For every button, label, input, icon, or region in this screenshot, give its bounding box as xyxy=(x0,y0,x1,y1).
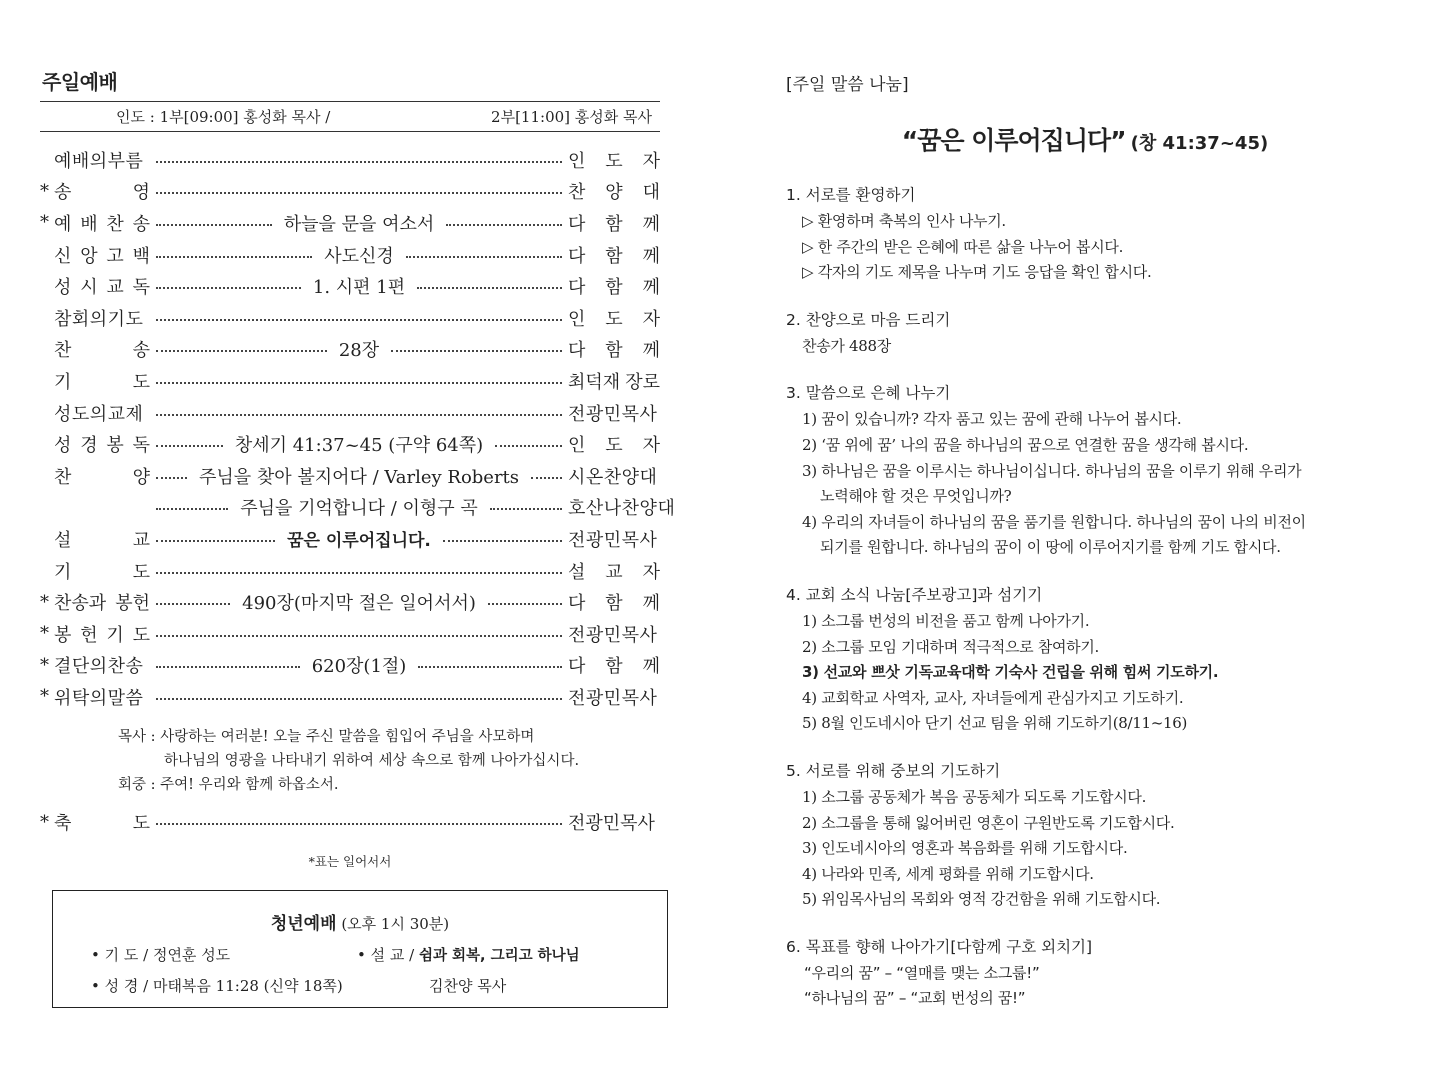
section-item: “우리의 꿈” – “열매를 맺는 소그룹!” xyxy=(804,963,1040,982)
order-row xyxy=(40,555,660,587)
order-row xyxy=(40,334,660,366)
section-item: 2) ‘꿈 위에 꿈’ 나의 꿈을 하나님의 꿈으로 연결한 꿈을 생각해 봅시다. xyxy=(802,435,1249,454)
section-item: 3) 인도네시아의 영혼과 복음화를 위해 기도합시다. xyxy=(802,839,1128,858)
section-item: 4) 교회학교 사역자, 교사, 자녀들에게 관심가지고 기도하기. xyxy=(802,688,1184,707)
sharing-section xyxy=(786,759,1406,913)
section-item: 4) 우리의 자녀들이 하나님의 꿈을 품기를 원합니다. 하나님의 꿈이 나의 비전이 xyxy=(802,512,1306,531)
order-row xyxy=(40,365,660,397)
order-item-content xyxy=(156,336,562,362)
sharing-section xyxy=(786,583,1406,737)
pastor-line-cont: 하나님의 영광을 나타내기 위하여 세상 속으로 함께 나아가십시다. xyxy=(164,752,580,769)
order-item-leader: 전광민목사 xyxy=(568,813,655,835)
benediction-response xyxy=(118,725,660,797)
order-item-leader: 찬 양 대 xyxy=(568,182,660,204)
order-item-content xyxy=(156,188,562,194)
sermon-reference: (창 41:37~45) xyxy=(1130,133,1269,154)
standing-mark: * xyxy=(40,591,49,613)
order-item-content xyxy=(156,242,562,268)
order-item-leader: 전광민목사 xyxy=(568,687,658,709)
order-item-name: 찬 송 xyxy=(54,340,150,362)
divider xyxy=(40,131,660,132)
order-row-benediction xyxy=(40,807,660,839)
section-item: “하나님의 꿈” – “교회 번성의 꿈!” xyxy=(804,989,1026,1008)
order-item-leader: 인 도 자 xyxy=(568,150,660,172)
youth-row xyxy=(53,944,667,965)
youth-title-line xyxy=(53,909,667,934)
order-item-name: 예배의부름 xyxy=(54,150,144,172)
standing-note: *표는 일어서서 xyxy=(308,854,392,870)
order-row xyxy=(40,681,660,713)
section-heading: 5. 서로를 위해 중보의 기도하기 xyxy=(786,761,1001,780)
order-item-content xyxy=(156,631,562,637)
order-item-leader: 다 함 께 xyxy=(568,245,660,267)
order-row xyxy=(40,144,660,176)
order-item-text: 꿈은 이루어집니다. xyxy=(287,531,431,552)
order-item-name: 참회의기도 xyxy=(54,308,144,330)
order-item-name: 봉 헌 기 도 xyxy=(54,624,150,646)
section-item: 3) 하나님은 꿈을 이루시는 하나님이십니다. 하나님의 꿈을 이루기 위해 우리가 xyxy=(802,461,1302,480)
order-item-name: 송 영 xyxy=(54,182,150,204)
order-item-name: 축 도 xyxy=(54,813,150,835)
section-heading: 3. 말씀으로 은혜 나누기 xyxy=(786,384,951,403)
section-heading: 2. 찬양으로 마음 드리기 xyxy=(786,310,951,329)
service-order-list xyxy=(40,144,676,713)
order-item-name: 성 시 교 독 xyxy=(54,277,150,299)
youth-sermon-title: 쉼과 회복, 그리고 하나님 xyxy=(418,948,580,964)
order-item-name: 성도의교제 xyxy=(54,403,144,425)
order-item-content xyxy=(156,273,562,299)
standing-mark: * xyxy=(40,686,49,708)
order-row xyxy=(40,397,660,429)
section-heading: 4. 교회 소식 나눔[주보광고]과 섬기기 xyxy=(786,585,1043,604)
order-item-leader: 다 함 께 xyxy=(568,213,660,235)
order-row xyxy=(40,270,660,302)
section-item: 3) 선교와 쁘삿 기독교육대학 기숙사 건립을 위해 힘써 기도하기. xyxy=(802,663,1219,682)
order-item-text: 사도신경 xyxy=(324,245,394,267)
leader-dots xyxy=(156,819,562,825)
section-item: 노력해야 할 것은 무엇입니까? xyxy=(820,487,1012,506)
order-row xyxy=(40,650,660,682)
order-item-text: 주님을 기억합니다 / 이형구 곡 xyxy=(240,498,478,520)
standing-mark: * xyxy=(40,212,49,234)
section-heading: 6. 목표를 향해 나아가기[다함께 구호 외치기] xyxy=(786,937,1093,956)
order-item-content xyxy=(156,463,562,489)
section-item: ▷ 한 주간의 받은 은혜에 따른 삶을 나누어 봅시다. xyxy=(802,237,1124,256)
order-item-leader: 인 도 자 xyxy=(568,435,660,457)
section-item: 2) 소그룹 모임 기대하며 적극적으로 참여하기. xyxy=(802,637,1100,656)
pastor-line: 목사 : 사랑하는 여러분! 오늘 주신 말씀을 힘입어 주님을 사모하며 xyxy=(118,728,535,745)
standing-mark: * xyxy=(40,623,49,645)
order-item-name: 찬송과 봉헌 xyxy=(54,593,150,615)
order-item-name: 기 도 xyxy=(54,371,150,393)
worship-order-page xyxy=(40,62,676,870)
leader-first-service: 인도 : 1부[09:00] 홍성화 목사 / xyxy=(116,108,331,126)
youth-scripture: • 성 경 / 마태복음 11:28 (신약 18쪽) xyxy=(91,977,343,995)
order-item-content xyxy=(156,694,562,700)
page-title: 주일예배 xyxy=(42,70,118,94)
order-row xyxy=(40,302,660,334)
order-item-content xyxy=(156,210,562,236)
section-item: 2) 소그룹을 통해 잃어버린 영혼이 구원반도록 기도합시다. xyxy=(802,813,1175,832)
youth-preacher: 김찬양 목사 xyxy=(429,977,507,995)
order-item-text: 창세기 41:37~45 (구약 64쪽) xyxy=(234,435,484,457)
order-item-name: 찬 양 xyxy=(54,466,150,488)
sharing-section xyxy=(786,381,1406,561)
order-item-content xyxy=(156,568,562,574)
order-item-content xyxy=(156,652,562,678)
order-item-name: 위탁의말씀 xyxy=(54,687,144,709)
order-item-name: 결단의찬송 xyxy=(54,656,144,678)
sharing-sections xyxy=(786,183,1406,1012)
sermon-sharing-page xyxy=(786,70,1406,1012)
order-item-leader: 전광민목사 xyxy=(568,529,658,551)
order-item-content xyxy=(156,494,562,520)
order-item-leader: 시온찬양대 xyxy=(568,466,658,488)
section-item: 되기를 원합니다. 하나님의 꿈이 이 땅에 이루어지기를 함께 기도 합시다. xyxy=(820,538,1281,557)
order-row xyxy=(40,492,676,524)
order-item-name: 예 배 찬 송 xyxy=(54,213,150,235)
order-item-content xyxy=(156,157,562,163)
order-row xyxy=(40,460,660,492)
youth-title: 청년예배 xyxy=(270,914,337,934)
order-item-leader: 전광민목사 xyxy=(568,624,658,646)
sermon-title-line xyxy=(764,121,1406,157)
order-row xyxy=(40,523,660,555)
order-row xyxy=(40,207,660,239)
order-item-name: 기 도 xyxy=(54,561,150,583)
section-item: 4) 나라와 민족, 세계 평화를 위해 기도합시다. xyxy=(802,864,1094,883)
order-item-content xyxy=(156,315,562,321)
order-item-name: 설 교 xyxy=(54,529,150,551)
order-item-text: 하늘을 문을 여소서 xyxy=(283,213,435,235)
congregation-line: 회중 : 주여! 우리와 함께 하옵소서. xyxy=(118,776,339,793)
order-item-leader: 인 도 자 xyxy=(568,308,660,330)
order-item-text: 490장(마지막 절은 일어서서) xyxy=(242,593,476,615)
order-row xyxy=(40,239,660,271)
section-item: 5) 8월 인도네시아 단기 선교 팀을 위해 기도하기(8/11~16) xyxy=(802,714,1188,733)
section-item: ▷ 환영하며 축복의 인사 나누기. xyxy=(802,212,1006,230)
standing-mark: * xyxy=(40,654,49,676)
order-item-leader: 전광민목사 xyxy=(568,403,658,425)
youth-row xyxy=(53,975,667,996)
section-item: 1) 꿈이 있습니까? 각자 품고 있는 꿈에 관해 나누어 봅시다. xyxy=(802,410,1182,429)
order-row xyxy=(40,176,660,208)
order-item-leader: 설 교 자 xyxy=(568,561,660,583)
order-item-text: 28장 xyxy=(338,340,380,362)
order-item-leader: 호산나찬양대 xyxy=(568,498,676,520)
leader-second-service: 2부[11:00] 홍성화 목사 xyxy=(491,108,652,126)
youth-sermon: • 설 교 / 쉼과 회복, 그리고 하나님 xyxy=(357,946,580,964)
order-item-leader: 다 함 께 xyxy=(568,656,660,678)
order-item-name: 성 경 봉 독 xyxy=(54,435,150,457)
order-row xyxy=(40,586,660,618)
order-item-text: 620장(1절) xyxy=(311,656,407,678)
standing-mark: * xyxy=(40,180,49,202)
order-item-content xyxy=(156,526,562,551)
order-item-content xyxy=(156,410,562,416)
sermon-title: “꿈은 이루어집니다” xyxy=(901,126,1126,155)
section-item: ▷ 각자의 기도 제목을 나누며 기도 응답을 확인 합시다. xyxy=(802,263,1152,282)
youth-worship-box xyxy=(52,890,668,1008)
section-item: 5) 위임목사님의 목회와 영적 강건함을 위해 기도합시다. xyxy=(802,890,1161,909)
section-item: 찬송가 488장 xyxy=(802,336,891,355)
order-item-content xyxy=(156,589,562,615)
order-item-leader: 다 함 께 xyxy=(568,340,660,362)
section-item: 1) 소그룹 공동체가 복음 공동체가 되도록 기도합시다. xyxy=(802,787,1147,806)
youth-prayer: • 기 도 / 정연훈 성도 xyxy=(91,946,231,964)
order-item-leader: 다 함 께 xyxy=(568,593,660,615)
sharing-section xyxy=(786,183,1406,286)
order-item-text: 1. 시편 1편 xyxy=(312,277,406,299)
order-item-name: 신 앙 고 백 xyxy=(54,245,150,267)
section-heading: 1. 서로를 환영하기 xyxy=(786,186,916,204)
order-row xyxy=(40,428,660,460)
leaders-line xyxy=(40,102,660,131)
order-item-content xyxy=(156,431,562,457)
sharing-section xyxy=(786,935,1406,1012)
order-item-content xyxy=(156,378,562,384)
order-item-text: 주님을 찾아 볼지어다 / Varley Roberts xyxy=(198,466,520,488)
section-item: 1) 소그룹 번성의 비전을 품고 함께 나아가기. xyxy=(802,611,1090,630)
standing-mark: * xyxy=(40,811,49,833)
order-item-leader: 최덕재 장로 xyxy=(568,371,660,393)
order-row xyxy=(40,618,660,650)
section-label: [주일 말씀 나눔] xyxy=(786,75,909,95)
order-item-leader: 다 함 께 xyxy=(568,277,660,299)
youth-time: (오후 1시 30분) xyxy=(341,915,450,933)
sharing-section xyxy=(786,308,1406,360)
